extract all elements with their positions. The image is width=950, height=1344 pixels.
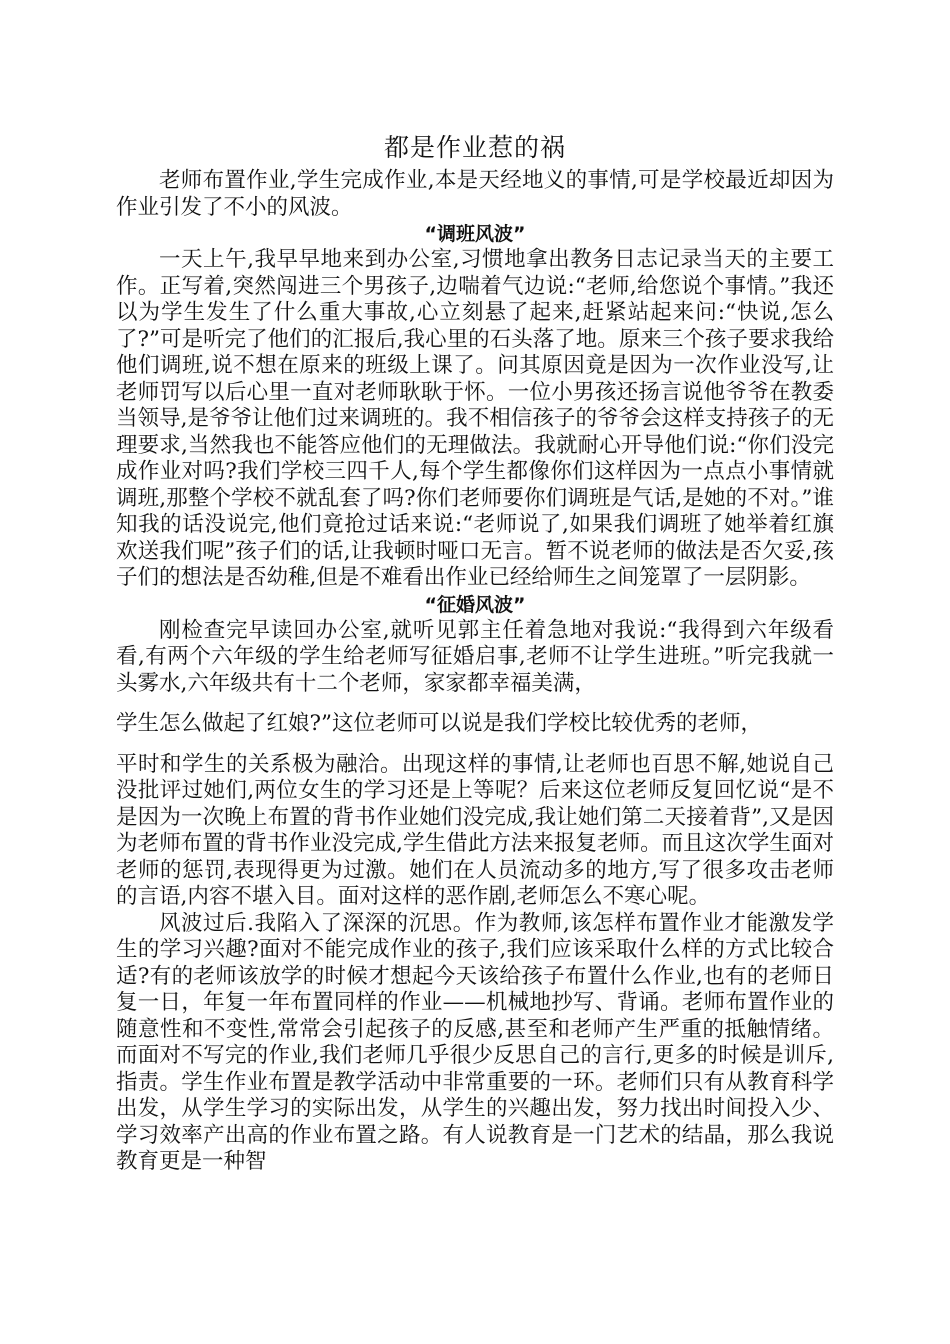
section2-paragraph-part3: 平时和学生的关系极为融洽。出现这样的事情,让老师也百思不解,她说自己没批评过她们,两位女生的学习还是上等呢？后来这位老师反复回忆说“是不是因为一次晚上布置的背书作业她们没完成,我让她们第二天接着背”,又是因为老师布置的背书作业没完成,学生借此方法来报复老师。而且这次学生面对老师的惩罚,表现得更为过激。她们在人员流动多的地方,写了很多攻击老师的言语,内容不堪入目。面对这样的恶作剧,老师怎么不寒心呢。 [116,751,834,909]
document-title: 都是作业惹的祸 [383,133,566,162]
section2-paragraph-part1: 刚检查完早读回办公室,就听见郭主任着急地对我说:“我得到六年级看看,有两个六年级的学生给老师写征婚启事,老师不让学生进班。”听完我就一头雾水,六年级共有十二个老师，家家都幸福美满， [116,617,834,696]
section1-heading: “调班风波” [424,223,526,245]
section1-paragraph: 一天上午,我早早地来到办公室,习惯地拿出教务日志记录当天的主要工作。正写着,突然闯进三个男孩子,边喘着气边说:“老师,给您说个事情。”我还以为学生发生了什么重大事故,心立刻悬了起来,赶紧站起来问:“快说,怎么了?”可是听完了他们的汇报后,我心里的石头落了地。原来三个孩子要求我给他们调班,说不想在原来的班级上课了。问其原因竟是因为一次作业没写,让老师罚写以后心里一直对老师耿耿于怀。一位小男孩还扬言说他爷爷在教委当领导,是爷爷让他们过来调班的。我不相信孩子的爷爷会这样支持孩子的无理要求,当然我也不能答应他们的无理做法。我就耐心开导他们说:“你们没完成作业对吗?我们学校三四千人,每个学生都像你们这样因为一点点小事情就调班,那整个学校不就乱套了吗?你们老师要你们调班是气话,是她的不对。”谁知我的话没说完,他们竟抢过话来说:“老师说了,如果我们调班了她举着红旗欢送我们呢”孩子们的话,让我顿时哑口无言。暂不说老师的做法是否欠妥,孩子们的想法是否幼稚,但是不难看出作业已经给师生之间笼罩了一层阴影。 [116,247,834,590]
document-page [116,130,834,1176]
section2-paragraph-line2: 学生怎么做起了红娘?”这位老师可以说是我们学校比较优秀的老师， [116,711,763,736]
intro-paragraph: 老师布置作业,学生完成作业,本是天经地义的事情,可是学校最近却因为作业引发了不小的风波。 [116,168,834,220]
conclusion-paragraph: 风波过后.我陷入了深深的沉思。作为教师,该怎样布置作业才能激发学生的学习兴趣?面对不能完成作业的孩子,我们应该采取什么样的方式比较合适?有的老师该放学的时候才想起今天该给孩子布置什么作业,也有的老师日复一日，年复一年布置同样的作业——机械地抄写、背诵。老师布置作业的随意性和不变性,常常会引起孩子的反感,甚至和老师产生严重的抵触情绪。而面对不写完的作业,我们老师几乎很少反思自己的言行,更多的时候是训斥,指责。学生作业布置是教学活动中非常重要的一环。老师们只有从教育科学出发，从学生学习的实际出发，从学生的兴趣出发，努力找出时间投入少、学习效率产出高的作业布置之路。有人说教育是一门艺术的结晶，那么我说教育更是一种智 [116,910,834,1174]
section2-heading: “征婚风波” [424,593,526,616]
